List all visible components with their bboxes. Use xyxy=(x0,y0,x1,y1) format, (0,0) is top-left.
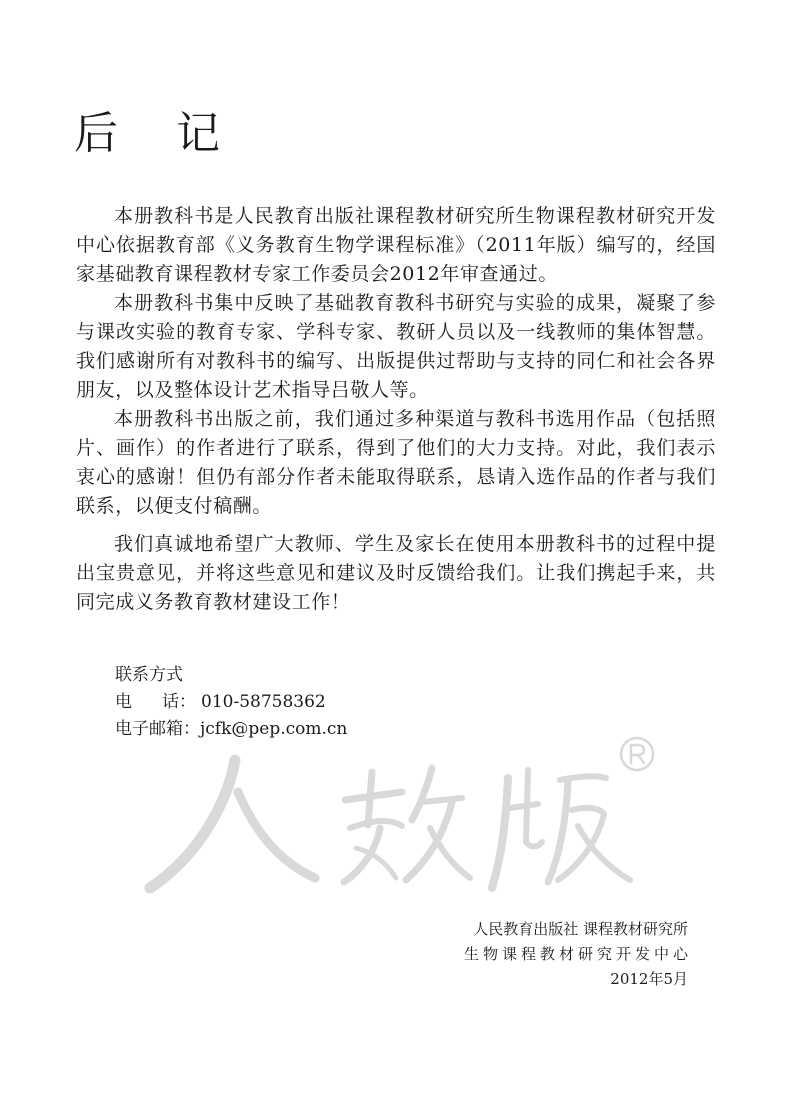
publisher-center: 生物课程教材研究开发中心 xyxy=(463,945,692,963)
afterword-body xyxy=(76,202,716,617)
email-label: 电子邮箱： xyxy=(115,719,200,739)
phone-number: 010-58758362 xyxy=(201,692,326,712)
contact-heading: 联系方式 xyxy=(115,665,183,685)
paragraph-1: 本册教科书是人民教育出版社课程教材研究所生物课程教材研究开发中心依据教育部《义务教育生物学课程标准》（2011年版）编写的，经国家基础教育课程教材专家工作委员会2012年审查通过。 xyxy=(76,205,716,285)
paragraph-4: 我们真诚地希望广大教师、学生及家长在使用本册教科书的过程中提出宝贵意见，并将这些意见和建议及时反馈给我们。让我们携起手来，共同完成义务教育教材建设工作！ xyxy=(76,533,716,613)
phone-label-part-b: 话： xyxy=(162,692,196,712)
phone-label-part-a: 电 xyxy=(115,692,132,712)
paragraph-3: 本册教科书出版之前，我们通过多种渠道与教科书选用作品（包括照片、画作）的作者进行了联系，得到了他们的大力支持。对此，我们表示衷心的感谢！但仍有部分作者未能取得联系，恳请入选作品的作者与我们联系，以便支付稿酬。 xyxy=(76,408,716,517)
contact-phone-row xyxy=(115,689,347,716)
publisher-watermark-logo xyxy=(140,730,660,910)
email-address[interactable]: jcfk@pep.com.cn xyxy=(200,719,348,739)
paragraph-2: 本册教科书集中反映了基础教育教科书研究与实验的成果，凝聚了参与课改实验的教育专家、学科专家、教研人员以及一线教师的集体智慧。我们感谢所有对教科书的编写、出版提供过帮助与支持的同仁和社会各界朋友，以及整体设计艺术指导吕敬人等。 xyxy=(76,292,716,401)
contact-info xyxy=(115,662,347,743)
contact-email-row xyxy=(115,716,347,743)
publisher-name: 人民教育出版社 课程教材研究所 xyxy=(473,920,688,938)
page-title: 后 记 xyxy=(74,108,242,159)
phone-label xyxy=(115,689,201,716)
publisher-signature xyxy=(463,917,692,992)
publication-date: 2012年5月 xyxy=(610,970,688,988)
